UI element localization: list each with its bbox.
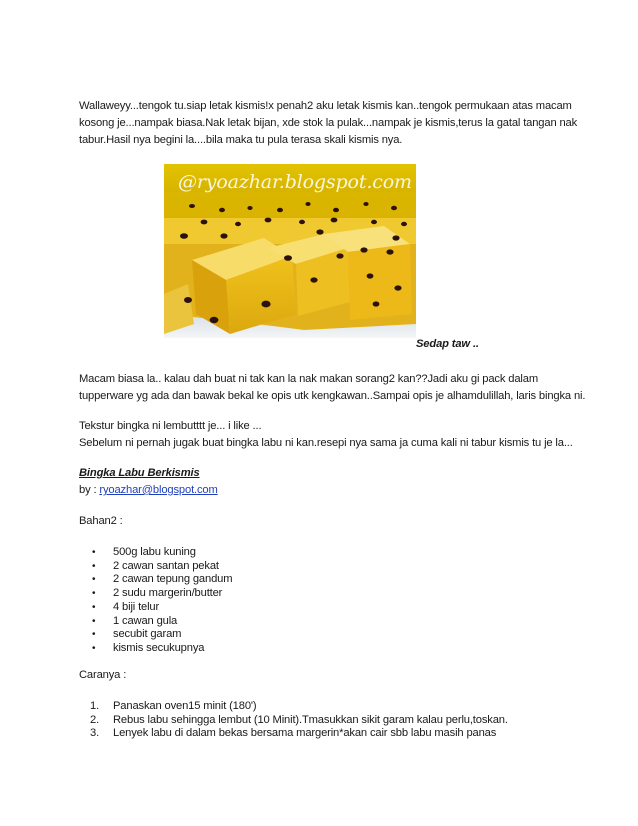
- cake-photo-graphic: [164, 164, 416, 338]
- paragraph-line: Tekstur bingka ni lembutttt je... i like ...: [79, 420, 262, 432]
- ingredient-item: [92, 560, 232, 574]
- bullet-icon: •: [92, 547, 96, 558]
- intro-line: kosong je...nampak biasa.Nak letak bijan, xde stok la pulak...nampak je kismis,terus la gatal tangan nak: [79, 117, 578, 129]
- step-item: [92, 714, 508, 728]
- step-text: Panaskan oven15 minit (180'): [113, 700, 257, 712]
- bullet-icon: •: [92, 574, 96, 586]
- intro-line: tabur.Hasil nya begini la....bila maka tu pula terasa skali kismis nya.: [79, 134, 403, 146]
- cake-photo: [164, 164, 416, 338]
- step-number: 3.: [90, 727, 100, 740]
- ingredient-text: 500g labu kuning: [113, 546, 196, 558]
- bullet-icon: •: [92, 642, 96, 654]
- intro-paragraph: [79, 98, 578, 149]
- step-number: 1.: [90, 700, 100, 712]
- ingredient-item: [92, 601, 232, 615]
- ingredient-text: kismis secukupnya: [113, 641, 205, 654]
- ingredient-item: [92, 546, 232, 560]
- ingredient-item: [92, 628, 232, 642]
- paragraph-sharing: [79, 371, 586, 405]
- paragraph-line: Macam biasa la.. kalau dah buat ni tak kan la nak makan sorang2 kan??Jadi aku gi pack dalam: [79, 373, 538, 385]
- ingredient-list: [92, 546, 232, 656]
- ingredient-text: secubit garam: [113, 628, 182, 641]
- bullet-icon: •: [92, 588, 96, 600]
- intro-line: Wallaweyy...tengok tu.siap letak kismis!x penah2 aku letak kismis kan..tengok permukaan atas macam: [79, 100, 572, 112]
- ingredient-item: [92, 587, 232, 601]
- ingredient-text: 2 cawan tepung gandum: [113, 573, 233, 586]
- ingredients-label: Bahan2 :: [79, 515, 123, 527]
- ingredient-item: [92, 573, 232, 587]
- recipe-title: Bingka Labu Berkismis: [79, 467, 200, 479]
- photo-caption: Sedap taw ..: [416, 338, 479, 350]
- bullet-icon: •: [92, 601, 96, 613]
- ingredient-text: 2 sudu margerin/butter: [113, 587, 223, 600]
- ingredient-text: 4 biji telur: [113, 600, 160, 613]
- step-item: [92, 727, 508, 741]
- author-link[interactable]: ryoazhar@blogspot.com: [99, 484, 218, 496]
- ingredient-item: [92, 615, 232, 629]
- step-number: 2.: [90, 713, 100, 726]
- ingredient-item: [92, 642, 232, 656]
- step-text: Lenyek labu di dalam bekas bersama margerin*akan cair sbb labu masih panas: [113, 727, 497, 740]
- paragraph-texture: [79, 418, 573, 452]
- photo-watermark: @ryoazhar.blogspot.com: [178, 171, 412, 193]
- step-list: [92, 700, 508, 741]
- paragraph-line: Sebelum ni pernah jugak buat bingka labu ni kan.resepi nya sama ja cuma kali ni tabur kismis tu je la...: [79, 437, 573, 449]
- recipe-header: [79, 465, 564, 499]
- bullet-icon: •: [92, 615, 96, 627]
- method-label: Caranya :: [79, 669, 127, 681]
- paragraph-line: tupperware yg ada dan bawak bekal ke opis utk kengkawan..Sampai opis je alhamdulillah, laris bingka ni.: [79, 390, 586, 402]
- step-item: [92, 700, 508, 714]
- ingredient-text: 1 cawan gula: [113, 614, 178, 627]
- recipe-author-prefix: by :: [79, 484, 100, 496]
- bullet-icon: •: [92, 629, 96, 641]
- step-text: Rebus labu sehingga lembut (10 Minit).Tmasukkan sikit garam kalau perlu,toskan.: [113, 713, 508, 726]
- bullet-icon: •: [92, 560, 96, 572]
- ingredient-text: 2 cawan santan pekat: [113, 559, 219, 572]
